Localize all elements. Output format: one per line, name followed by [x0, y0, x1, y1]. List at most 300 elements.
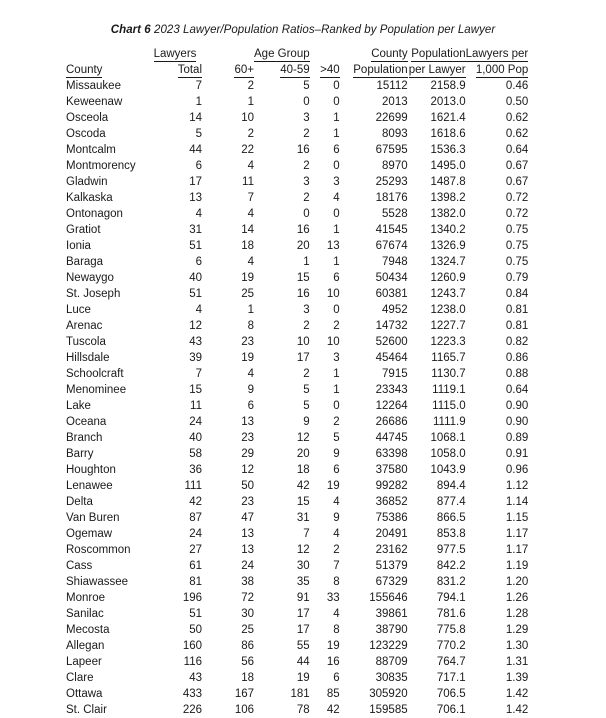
table-row — [66, 446, 528, 462]
cell-per-1000: 1.20 — [505, 576, 529, 588]
cell-age-gt40: 1 — [333, 256, 340, 268]
cell-per-lawyer: 1324.7 — [430, 256, 466, 268]
cell-age-40-59: 2 — [303, 128, 310, 140]
column-header-county-label: County — [66, 64, 103, 76]
cell-county: Houghton — [66, 464, 116, 476]
cell-age-gt40: 8 — [333, 576, 340, 588]
cell-per-1000: 0.50 — [505, 96, 529, 108]
column-header-per-1000-label: 1,000 Pop — [475, 64, 529, 76]
cell-age-40-59: 16 — [296, 224, 310, 236]
cell-total: 51 — [189, 240, 202, 252]
cell-age-40-59: 1 — [303, 256, 310, 268]
cell-total: 116 — [183, 656, 202, 668]
cell-age-gt40: 1 — [333, 128, 340, 140]
table-row — [66, 622, 528, 638]
cell-population: 99282 — [375, 480, 408, 492]
cell-population: 4952 — [382, 304, 408, 316]
cell-age-40-59: 15 — [296, 496, 310, 508]
cell-county: Baraga — [66, 256, 104, 268]
cell-age-gt40: 0 — [333, 400, 340, 412]
table-row — [66, 126, 528, 142]
cell-per-1000: 0.75 — [505, 240, 529, 252]
cell-per-lawyer: 1227.7 — [430, 320, 466, 332]
cell-per-1000: 1.12 — [505, 480, 529, 492]
cell-age-60plus: 2 — [247, 80, 254, 92]
cell-age-60plus: 106 — [234, 704, 254, 716]
cell-age-gt40: 10 — [326, 336, 340, 348]
cell-per-lawyer: 2013.0 — [430, 96, 466, 108]
cell-age-60plus: 50 — [241, 480, 254, 492]
cell-per-lawyer: 1495.0 — [430, 160, 466, 172]
table-row — [66, 430, 528, 446]
cell-age-40-59: 12 — [296, 544, 310, 556]
cell-age-60plus: 86 — [241, 640, 254, 652]
cell-county: Montcalm — [66, 144, 116, 156]
column-header-age-60plus-label: 60+ — [234, 64, 254, 76]
cell-county: Gladwin — [66, 176, 108, 188]
cell-age-40-59: 17 — [296, 352, 310, 364]
cell-age-60plus: 7 — [247, 192, 254, 204]
cell-per-1000: 0.67 — [505, 176, 529, 188]
cell-per-lawyer: 781.6 — [436, 608, 466, 620]
header-group-county-label: County — [371, 48, 408, 60]
cell-age-40-59: 2 — [303, 320, 310, 332]
cell-population: 67674 — [375, 240, 408, 252]
cell-age-40-59: 17 — [296, 608, 310, 620]
cell-total: 6 — [195, 160, 202, 172]
cell-per-lawyer: 1130.7 — [431, 368, 466, 380]
cell-county: Menominee — [66, 384, 127, 396]
table-row — [66, 686, 528, 702]
cell-age-60plus: 13 — [241, 544, 254, 556]
cell-population: 38790 — [375, 624, 408, 636]
cell-total: 27 — [189, 544, 202, 556]
cell-total: 87 — [189, 512, 202, 524]
cell-population: 63398 — [375, 448, 408, 460]
table-row — [66, 190, 528, 206]
cell-county: Clare — [66, 672, 94, 684]
cell-per-1000: 1.31 — [505, 656, 529, 668]
cell-per-1000: 1.42 — [505, 704, 529, 716]
cell-per-lawyer: 1111.9 — [433, 416, 466, 428]
cell-per-1000: 0.90 — [505, 416, 529, 428]
table-row — [66, 302, 528, 318]
cell-age-60plus: 14 — [241, 224, 254, 236]
cell-per-1000: 1.17 — [505, 544, 529, 556]
cell-per-1000: 1.26 — [505, 592, 529, 604]
cell-age-40-59: 3 — [303, 112, 310, 124]
table-row — [66, 574, 528, 590]
cell-age-gt40: 2 — [333, 320, 340, 332]
cell-age-40-59: 12 — [296, 432, 310, 444]
cell-age-60plus: 22 — [241, 144, 254, 156]
cell-population: 67595 — [375, 144, 408, 156]
cell-total: 14 — [189, 112, 202, 124]
cell-age-gt40: 13 — [326, 240, 340, 252]
cell-total: 24 — [189, 416, 202, 428]
cell-per-1000: 0.75 — [505, 256, 529, 268]
cell-age-60plus: 25 — [241, 288, 254, 300]
page-title — [0, 0, 606, 37]
cell-total: 111 — [184, 480, 202, 492]
table-header-group-row — [66, 46, 528, 62]
table-row — [66, 94, 528, 110]
cell-population: 23343 — [375, 384, 408, 396]
column-header-population — [340, 62, 408, 78]
cell-total: 15 — [189, 384, 202, 396]
cell-population: 305920 — [369, 688, 408, 700]
cell-age-gt40: 6 — [333, 272, 340, 284]
cell-county: Arenac — [66, 320, 103, 332]
cell-age-gt40: 1 — [333, 384, 340, 396]
cell-per-1000: 1.15 — [505, 512, 529, 524]
cell-total: 31 — [189, 224, 202, 236]
column-header-population-label: Population — [353, 64, 408, 76]
cell-per-1000: 1.42 — [505, 688, 529, 700]
cell-total: 7 — [195, 368, 202, 380]
cell-per-1000: 0.62 — [505, 112, 529, 124]
header-group-population — [408, 46, 466, 62]
cell-age-60plus: 19 — [241, 352, 254, 364]
cell-age-40-59: 5 — [303, 384, 310, 396]
table-row — [66, 366, 528, 382]
table-row — [66, 670, 528, 686]
cell-population: 44745 — [375, 432, 408, 444]
cell-per-1000: 0.91 — [505, 448, 529, 460]
cell-per-1000: 0.90 — [505, 400, 529, 412]
cell-per-1000: 1.28 — [505, 608, 529, 620]
cell-age-60plus: 23 — [241, 496, 254, 508]
table-row — [66, 590, 528, 606]
cell-per-1000: 0.82 — [505, 336, 529, 348]
cell-age-gt40: 33 — [326, 592, 340, 604]
cell-per-1000: 0.64 — [505, 384, 529, 396]
cell-age-40-59: 3 — [303, 304, 310, 316]
cell-per-lawyer: 717.1 — [436, 672, 466, 684]
cell-per-1000: 0.75 — [505, 224, 529, 236]
cell-per-1000: 0.86 — [505, 352, 529, 364]
table-head — [66, 46, 528, 78]
cell-per-lawyer: 1058.0 — [430, 448, 466, 460]
cell-total: 7 — [195, 80, 202, 92]
cell-age-60plus: 24 — [241, 560, 254, 572]
header-group-lawyers — [148, 46, 202, 62]
cell-age-40-59: 19 — [296, 672, 310, 684]
cell-per-lawyer: 1243.7 — [430, 288, 466, 300]
cell-age-40-59: 181 — [290, 688, 310, 700]
cell-age-gt40: 1 — [333, 368, 340, 380]
cell-age-40-59: 16 — [296, 288, 310, 300]
cell-age-60plus: 12 — [241, 464, 254, 476]
table-container — [0, 37, 606, 718]
cell-county: Luce — [66, 304, 91, 316]
cell-per-lawyer: 977.5 — [436, 544, 466, 556]
cell-age-gt40: 5 — [333, 432, 340, 444]
cell-per-1000: 0.88 — [505, 368, 529, 380]
lawyer-population-table — [66, 46, 528, 718]
cell-population: 51379 — [375, 560, 408, 572]
cell-total: 160 — [182, 640, 202, 652]
header-group-lawyers-label: Lawyers — [153, 48, 197, 60]
cell-age-60plus: 29 — [241, 448, 254, 460]
cell-county: Osceola — [66, 112, 109, 124]
cell-age-60plus: 4 — [247, 368, 254, 380]
cell-age-gt40: 19 — [326, 640, 340, 652]
cell-population: 7915 — [382, 368, 408, 380]
cell-per-lawyer: 1536.3 — [430, 144, 466, 156]
table-row — [66, 206, 528, 222]
cell-age-60plus: 8 — [247, 320, 254, 332]
cell-population: 123229 — [369, 640, 408, 652]
cell-total: 11 — [190, 400, 202, 412]
column-header-age-40-59 — [254, 62, 310, 78]
cell-population: 18176 — [375, 192, 408, 204]
cell-age-40-59: 17 — [296, 624, 310, 636]
column-header-total — [148, 62, 202, 78]
cell-county: Shiawassee — [66, 576, 129, 588]
cell-per-lawyer: 877.4 — [436, 496, 466, 508]
cell-total: 196 — [182, 592, 202, 604]
header-group-age — [254, 46, 310, 62]
table-row — [66, 638, 528, 654]
cell-age-60plus: 23 — [241, 432, 254, 444]
table-row — [66, 174, 528, 190]
cell-per-lawyer: 1165.7 — [431, 352, 466, 364]
cell-per-lawyer: 1068.1 — [430, 432, 466, 444]
cell-total: 1 — [195, 96, 202, 108]
cell-population: 15112 — [376, 80, 408, 92]
cell-per-lawyer: 794.1 — [436, 592, 466, 604]
cell-per-lawyer: 866.5 — [436, 512, 466, 524]
cell-age-60plus: 56 — [241, 656, 254, 668]
cell-county: Kalkaska — [66, 192, 113, 204]
table-row — [66, 526, 528, 542]
cell-county: Oceana — [66, 416, 107, 428]
cell-county: Allegan — [66, 640, 105, 652]
cell-per-1000: 1.39 — [505, 672, 529, 684]
header-group-county — [340, 46, 408, 62]
column-header-age-gt40 — [310, 62, 340, 78]
cell-per-lawyer: 1115.0 — [432, 400, 466, 412]
table-row — [66, 286, 528, 302]
cell-age-gt40: 4 — [333, 528, 340, 540]
cell-age-40-59: 10 — [296, 336, 310, 348]
cell-total: 43 — [189, 336, 202, 348]
table-row — [66, 558, 528, 574]
table-row — [66, 238, 528, 254]
cell-population: 5528 — [382, 208, 408, 220]
cell-age-gt40: 7 — [333, 560, 340, 572]
cell-per-lawyer: 831.2 — [436, 576, 466, 588]
cell-age-gt40: 4 — [333, 608, 340, 620]
cell-age-40-59: 15 — [296, 272, 310, 284]
cell-per-lawyer: 706.5 — [436, 688, 466, 700]
cell-population: 155646 — [369, 592, 408, 604]
cell-per-lawyer: 1260.9 — [430, 272, 466, 284]
cell-per-lawyer: 775.8 — [436, 624, 466, 636]
cell-per-lawyer: 1238.0 — [430, 304, 466, 316]
cell-age-gt40: 16 — [326, 656, 340, 668]
cell-per-1000: 1.19 — [505, 560, 529, 572]
table-row — [66, 350, 528, 366]
cell-age-40-59: 3 — [303, 176, 310, 188]
cell-age-60plus: 4 — [247, 256, 254, 268]
cell-age-40-59: 20 — [296, 448, 310, 460]
table-row — [66, 78, 528, 94]
cell-county: Lapeer — [66, 656, 102, 668]
cell-total: 51 — [189, 288, 202, 300]
cell-county: Ogemaw — [66, 528, 113, 540]
header-group-blank-60 — [202, 46, 254, 62]
cell-age-40-59: 42 — [296, 480, 310, 492]
table-row — [66, 510, 528, 526]
table-row — [66, 494, 528, 510]
cell-per-lawyer: 1621.4 — [430, 112, 466, 124]
cell-per-lawyer: 1618.6 — [430, 128, 466, 140]
table-row — [66, 542, 528, 558]
cell-per-lawyer: 1043.9 — [430, 464, 466, 476]
cell-total: 4 — [195, 208, 202, 220]
table-row — [66, 254, 528, 270]
cell-age-60plus: 1 — [247, 304, 254, 316]
cell-age-gt40: 3 — [333, 176, 340, 188]
chart-number-label: Chart 6 — [110, 24, 151, 36]
cell-age-60plus: 47 — [241, 512, 254, 524]
cell-county: Van Buren — [66, 512, 120, 524]
cell-per-lawyer: 770.2 — [436, 640, 466, 652]
cell-county: Ottawa — [66, 688, 103, 700]
cell-county: St. Joseph — [66, 288, 121, 300]
cell-total: 24 — [189, 528, 202, 540]
cell-per-lawyer: 706.1 — [436, 704, 466, 716]
table-row — [66, 414, 528, 430]
cell-age-40-59: 35 — [296, 576, 310, 588]
table-body — [66, 78, 528, 718]
cell-total: 61 — [189, 560, 202, 572]
cell-age-40-59: 30 — [296, 560, 310, 572]
cell-per-lawyer: 1487.8 — [430, 176, 466, 188]
cell-age-40-59: 78 — [296, 704, 310, 716]
header-group-age-label: Age Group — [254, 48, 310, 60]
header-group-population-label: Population — [411, 48, 466, 60]
cell-county: Ontonagon — [66, 208, 123, 220]
cell-age-60plus: 11 — [242, 176, 254, 188]
cell-age-60plus: 18 — [241, 672, 254, 684]
cell-population: 2013 — [382, 96, 408, 108]
cell-total: 58 — [189, 448, 202, 460]
cell-age-gt40: 6 — [333, 464, 340, 476]
cell-age-gt40: 1 — [333, 112, 340, 124]
cell-age-40-59: 55 — [296, 640, 310, 652]
cell-per-lawyer: 764.7 — [436, 656, 466, 668]
cell-county: Newaygo — [66, 272, 114, 284]
cell-county: Sanilac — [66, 608, 104, 620]
cell-age-gt40: 9 — [333, 512, 340, 524]
cell-per-1000: 1.17 — [505, 528, 529, 540]
cell-per-lawyer: 894.4 — [436, 480, 466, 492]
cell-age-gt40: 6 — [333, 672, 340, 684]
cell-age-60plus: 38 — [241, 576, 254, 588]
cell-age-40-59: 91 — [296, 592, 310, 604]
table-row — [66, 334, 528, 350]
cell-age-60plus: 9 — [247, 384, 254, 396]
cell-age-gt40: 42 — [326, 704, 340, 716]
header-group-blank-county — [66, 46, 148, 62]
cell-county: Monroe — [66, 592, 105, 604]
cell-age-gt40: 2 — [333, 416, 340, 428]
cell-county: Hillsdale — [66, 352, 110, 364]
cell-per-lawyer: 1119.1 — [432, 384, 466, 396]
header-group-lawyers-per — [466, 46, 529, 62]
cell-county: Missaukee — [66, 80, 121, 92]
header-group-blank-gt40 — [310, 46, 340, 62]
cell-county: Ionia — [66, 240, 91, 252]
cell-population: 36852 — [375, 496, 408, 508]
cell-county: Barry — [66, 448, 94, 460]
cell-total: 226 — [182, 704, 202, 716]
table-header-row — [66, 62, 528, 78]
cell-total: 433 — [182, 688, 202, 700]
cell-population: 12264 — [375, 400, 408, 412]
cell-age-40-59: 2 — [303, 160, 310, 172]
column-header-county — [66, 62, 148, 78]
cell-population: 8093 — [382, 128, 408, 140]
cell-age-40-59: 16 — [296, 144, 310, 156]
cell-county: Tuscola — [66, 336, 106, 348]
cell-population: 14732 — [375, 320, 408, 332]
cell-population: 7948 — [382, 256, 408, 268]
table-row — [66, 702, 528, 718]
cell-total: 40 — [189, 432, 202, 444]
cell-age-gt40: 4 — [333, 192, 340, 204]
column-header-per-lawyer-label: per Lawyer — [408, 64, 466, 76]
cell-total: 5 — [195, 128, 202, 140]
cell-age-60plus: 25 — [241, 624, 254, 636]
table-row — [66, 606, 528, 622]
cell-per-1000: 0.96 — [505, 464, 529, 476]
cell-age-40-59: 2 — [303, 368, 310, 380]
cell-age-40-59: 2 — [303, 192, 310, 204]
cell-population: 67329 — [375, 576, 408, 588]
table-row — [66, 110, 528, 126]
cell-county: Branch — [66, 432, 103, 444]
cell-population: 25293 — [375, 176, 408, 188]
cell-county: Lenawee — [66, 480, 113, 492]
cell-age-60plus: 1 — [247, 96, 254, 108]
cell-age-60plus: 10 — [241, 112, 254, 124]
cell-age-gt40: 0 — [333, 160, 340, 172]
cell-population: 75386 — [375, 512, 408, 524]
cell-age-60plus: 30 — [241, 608, 254, 620]
cell-county: Mecosta — [66, 624, 110, 636]
cell-per-lawyer: 1223.3 — [430, 336, 466, 348]
cell-per-lawyer: 1326.9 — [430, 240, 466, 252]
cell-age-60plus: 18 — [241, 240, 254, 252]
cell-per-1000: 1.14 — [505, 496, 529, 508]
cell-per-1000: 0.62 — [505, 128, 529, 140]
cell-per-1000: 0.72 — [505, 192, 529, 204]
cell-age-gt40: 0 — [333, 80, 340, 92]
cell-county: Delta — [66, 496, 93, 508]
cell-age-60plus: 2 — [247, 128, 254, 140]
table-row — [66, 222, 528, 238]
cell-age-40-59: 5 — [303, 400, 310, 412]
cell-age-60plus: 6 — [247, 400, 254, 412]
cell-total: 44 — [189, 144, 202, 156]
table-row — [66, 462, 528, 478]
cell-per-1000: 0.46 — [505, 80, 529, 92]
cell-age-60plus: 72 — [241, 592, 254, 604]
